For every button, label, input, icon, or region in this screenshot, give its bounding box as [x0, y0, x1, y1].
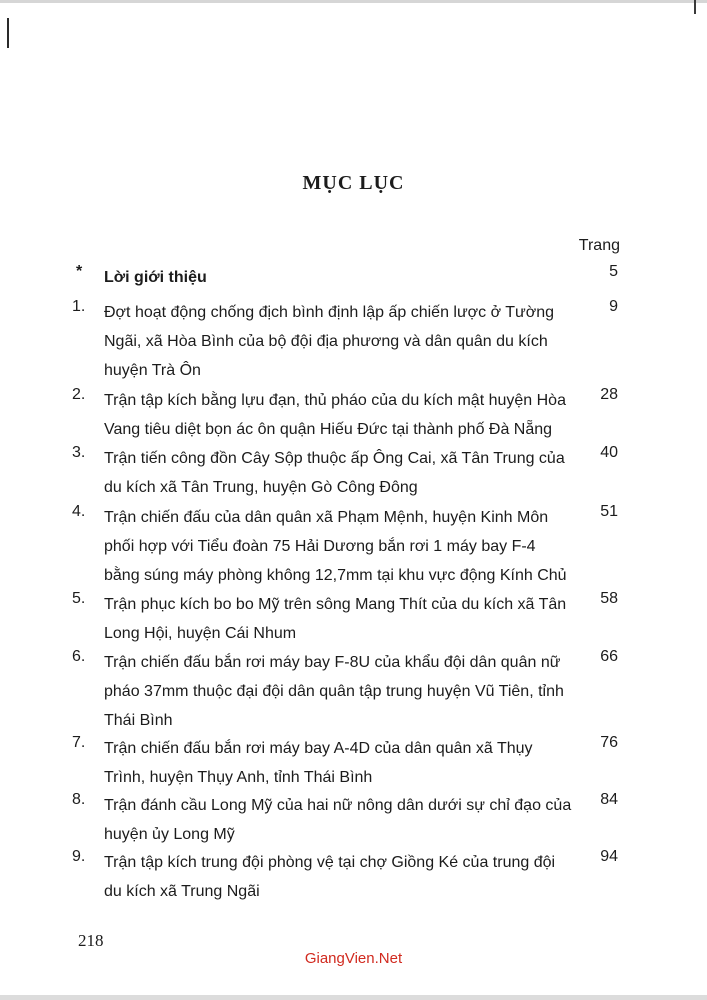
toc-entry-number: 3.	[72, 444, 86, 461]
toc-entry-page: 5	[609, 263, 618, 280]
toc-entry-number: 8.	[72, 791, 86, 808]
toc-entry-text: Trận chiến đấu của dân quân xã Phạm Mệnh, huyện Kinh Môn phối hợp với Tiểu đoàn 75 Hải Dương bắn rơi 1 máy bay F-4 bằng súng máy phòng không 12,7mm tại khu vực động Kính Chủ	[104, 509, 567, 584]
toc-entry-text: Lời giới thiệu	[104, 269, 207, 286]
toc-entry-text: Trận tập kích bằng lựu đạn, thủ pháo của du kích mật huyện Hòa Vang tiêu diệt bọn ác ôn quận Hiếu Đức tại thành phố Đà Nẵng	[104, 392, 566, 438]
toc-entry-number: 4.	[72, 503, 86, 520]
toc-entry-text: Trận tiến công đồn Cây Sộp thuộc ấp Ông Cai, xã Tân Trung của du kích xã Tân Trung, huyện Gò Công Đông	[104, 450, 565, 496]
toc-entry-number: 7.	[72, 734, 86, 751]
bottom-edge-shadow	[0, 995, 707, 1000]
toc-entry-page: 28	[600, 386, 618, 403]
watermark-text: GiangVien.Net	[304, 950, 403, 967]
toc-entry-text: Trận chiến đấu bắn rơi máy bay F-8U của khẩu đội dân quân nữ pháo 37mm thuộc đại đội dân quân tập trung huyện Vũ Tiên, tỉnh Thái Bình	[104, 654, 564, 729]
toc-entry-number: 9.	[72, 848, 86, 865]
toc-entry-page: 76	[600, 734, 618, 751]
toc-bullet: *	[76, 263, 83, 280]
toc-entry-page: 40	[600, 444, 618, 461]
toc-entry-text: Trận phục kích bo bo Mỹ trên sông Mang Thít của du kích xã Tân Long Hội, huyện Cái Nhum	[104, 596, 567, 642]
toc-entry-number: 5.	[72, 590, 86, 607]
toc-entry-page: 66	[600, 648, 618, 665]
toc-entry-text: Trận tập kích trung đội phòng vệ tại chợ Giồng Ké của trung đội du kích xã Trung Ngãi	[104, 854, 556, 900]
toc-entry-page: 58	[600, 590, 618, 607]
toc-entry-page: 84	[600, 791, 618, 808]
right-margin-mark	[694, 0, 696, 14]
page-number: 218	[78, 931, 104, 950]
toc-entry-number: 1.	[72, 298, 86, 315]
toc-entry-number: 6.	[72, 648, 86, 665]
toc-entry-number: 2.	[72, 386, 86, 403]
toc-entry-page: 94	[600, 848, 618, 865]
top-edge-line	[0, 0, 707, 3]
toc-entry-text: Trận đánh cầu Long Mỹ của hai nữ nông dân dưới sự chỉ đạo của huyện ủy Long Mỹ	[104, 797, 572, 843]
page-title: MỤC LỤC	[302, 172, 405, 194]
toc-entry-text: Trận chiến đấu bắn rơi máy bay A-4D của dân quân xã Thụy Trình, huyện Thụy Anh, tỉnh Thái Bình	[104, 740, 533, 786]
left-margin-mark	[7, 18, 9, 48]
toc-entry-page: 9	[609, 298, 618, 315]
toc-entry-text: Đợt hoạt động chống địch bình định lập ấp chiến lược ở Tường Ngãi, xã Hòa Bình của bộ đội địa phương và dân quân du kích huyện Trà Ôn	[104, 304, 555, 379]
page-column-header: Trang	[578, 237, 620, 254]
toc-entry-page: 51	[600, 503, 618, 520]
